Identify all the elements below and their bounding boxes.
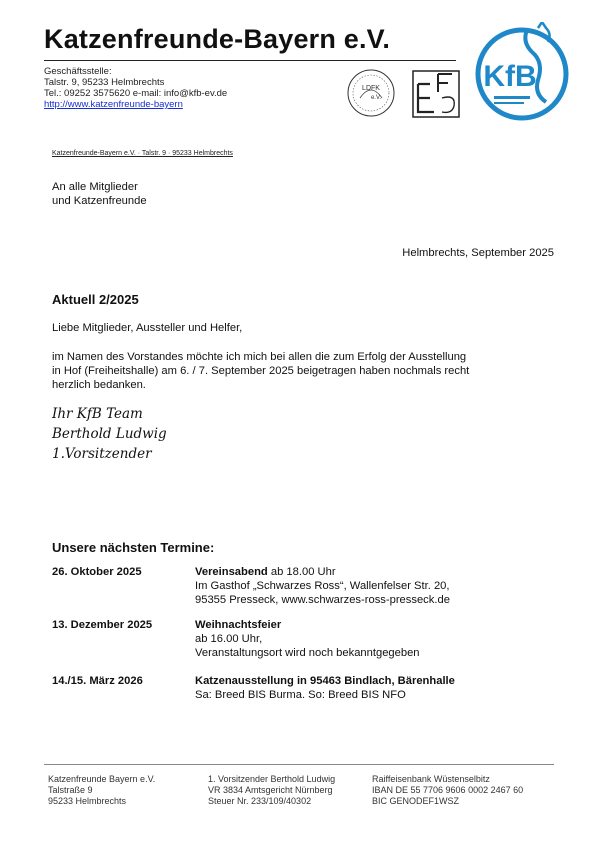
footer-bank-name: Raiffeisenbank Wüstenselbitz bbox=[372, 774, 490, 784]
svg-text:KfB: KfB bbox=[483, 60, 537, 93]
svg-text:e.V.: e.V. bbox=[370, 95, 382, 101]
footer-bic: BIC GENODEF1WSZ bbox=[372, 796, 460, 806]
efk-logo bbox=[412, 70, 460, 118]
footer-address-column bbox=[48, 774, 155, 807]
event-detail-line-2: Veranstaltungsort wird noch bekanntgegeben bbox=[195, 647, 420, 659]
body-line-1: im Namen des Vorstandes möchte ich mich bei allen die zum Erfolg der Ausstellung bbox=[52, 351, 467, 363]
contact-office-label: Geschäftsstelle: bbox=[44, 66, 112, 77]
footer-street: Talstraße 9 bbox=[48, 785, 93, 795]
recipient-line-2: und Katzenfreunde bbox=[52, 195, 147, 207]
signature-name: Berthold Ludwig bbox=[52, 426, 167, 442]
event-title: Vereinsabend bbox=[195, 566, 268, 578]
signature-role: 1.Vorsitzender bbox=[52, 446, 152, 462]
kfb-cat-logo bbox=[472, 22, 576, 122]
header-rule bbox=[44, 60, 456, 61]
recipient-line-1: An alle Mitglieder bbox=[52, 181, 138, 193]
footer-org-name: Katzenfreunde Bayern e.V. bbox=[48, 774, 156, 784]
event-date: 14./15. März 2026 bbox=[52, 675, 143, 687]
footer-tax-number: Steuer Nr. 233/109/40302 bbox=[208, 796, 312, 806]
event-title-line bbox=[195, 565, 336, 579]
footer-bank-column bbox=[372, 774, 523, 807]
footer-city: 95233 Helmbrechts bbox=[48, 796, 127, 806]
footer-rule bbox=[44, 764, 554, 765]
footer-chairman: 1. Vorsitzender Berthold Ludwig bbox=[208, 774, 336, 784]
events-heading: Unsere nächsten Termine: bbox=[52, 540, 215, 555]
event-time: ab 18.00 Uhr bbox=[267, 566, 336, 578]
event-detail-line-1: Im Gasthof „Schwarzes Ross“, Wallenfelser Str. 20, bbox=[195, 580, 450, 592]
subject-heading: Aktuell 2/2025 bbox=[52, 292, 139, 307]
footer-iban: IBAN DE 55 7706 9606 0002 2467 60 bbox=[372, 785, 524, 795]
place-date: Helmbrechts, September 2025 bbox=[402, 247, 554, 259]
body-line-3: herzlich bedanken. bbox=[52, 379, 146, 391]
sender-return-line: Katzenfreunde-Bayern e.V. · Talstr. 9 · 95233 Helmbrechts bbox=[52, 150, 233, 157]
footer-register: VR 3834 Amtsgericht Nürnberg bbox=[208, 785, 333, 795]
footer-registry-column bbox=[208, 774, 335, 807]
website-link[interactable]: http://www.katzenfreunde-bayern bbox=[44, 99, 183, 110]
signature-team: Ihr KfB Team bbox=[52, 406, 143, 422]
org-title: Katzenfreunde-Bayern e.V. bbox=[44, 24, 391, 54]
event-detail-line-1: ab 16.00 Uhr, bbox=[195, 633, 263, 645]
ldfk-seal-logo bbox=[346, 68, 396, 118]
contact-phone-email: Tel.: 09252 3575620 e-mail: info@kfb-ev.de bbox=[44, 88, 228, 99]
event-detail-line-2: 95355 Presseck, www.schwarzes-ross-presseck.de bbox=[195, 594, 450, 606]
event-date: 26. Oktober 2025 bbox=[52, 566, 142, 578]
event-title: Weihnachtsfeier bbox=[195, 619, 282, 631]
event-detail-line-1: Sa: Breed BIS Burma. So: Breed BIS NFO bbox=[195, 689, 406, 701]
greeting: Liebe Mitglieder, Aussteller und Helfer, bbox=[52, 322, 243, 334]
event-date: 13. Dezember 2025 bbox=[52, 619, 153, 631]
svg-text:LDFK: LDFK bbox=[362, 85, 380, 92]
contact-address: Talstr. 9, 95233 Helmbrechts bbox=[44, 77, 165, 88]
event-title: Katzenausstellung in 95463 Bindlach, Bärenhalle bbox=[195, 675, 455, 687]
body-line-2: in Hof (Freiheitshalle) am 6. / 7. September 2025 beigetragen haben nochmals recht bbox=[52, 365, 470, 377]
